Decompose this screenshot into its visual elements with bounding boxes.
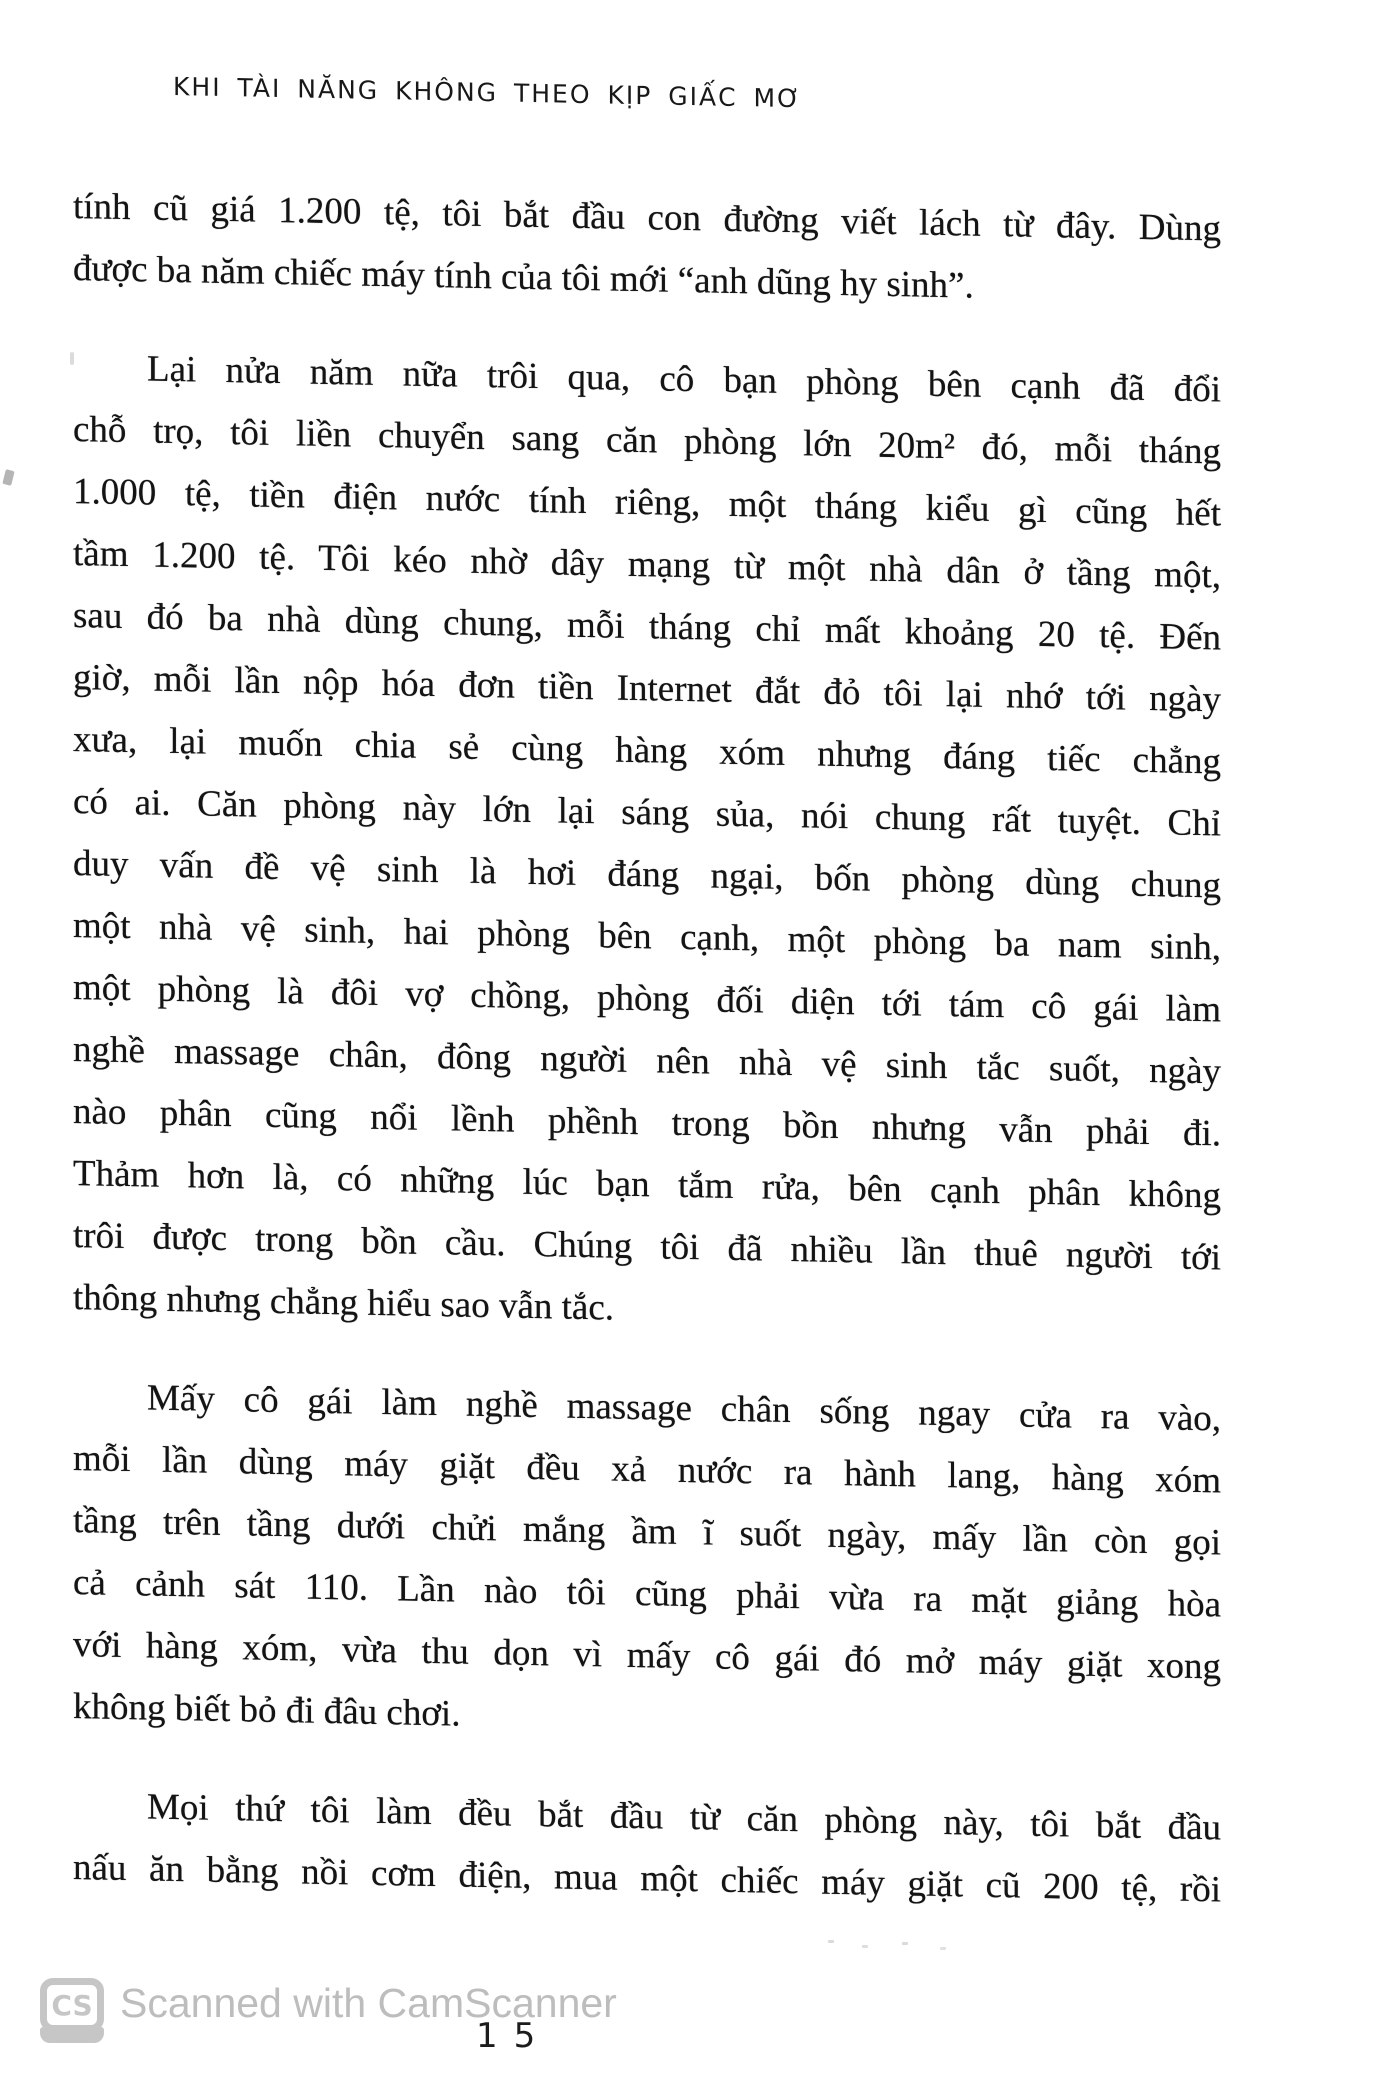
text-line: có ai. Căn phòng này lớn lại sáng sủa, nói chung rất tuyệt. Chỉ [73,781,1221,845]
text-line: không biết bỏ đi đâu chơi. [73,1686,461,1735]
text-line: 1.000 tệ, tiền điện nước tính riêng, một tháng kiểu gì cũng hết [73,471,1221,535]
text-line: tầm 1.200 tệ. Tôi kéo nhờ dây mạng từ một nhà dân ở tầng một, [73,533,1221,597]
text-line: xưa, lại muốn chia sẻ cùng hàng xóm nhưng đáng tiếc chẳng [73,719,1221,783]
text-line: một phòng là đôi vợ chồng, phòng đối diện tới tám cô gái làm [73,967,1221,1031]
text-line: Thảm hơn là, có những lúc bạn tắm rửa, bên cạnh phân không [73,1153,1221,1217]
paragraph [73,1366,1221,1760]
camscanner-logo-box [40,1978,104,2032]
text-line: Mấy cô gái làm nghề massage chân sống ngay cửa ra vào, [147,1377,1221,1440]
camscanner-logo-icon [40,1978,104,2043]
text-line: với hàng xóm, vừa thu dọn vì mấy cô gái đó mở máy giặt xong [73,1624,1221,1688]
text-line: nấu ăn bằng nồi cơm điện, mua một chiếc máy giặt cũ 200 tệ, rồi [73,1847,1221,1911]
running-header: KHI TÀI NĂNG KHÔNG THEO KỊP GIẤC MƠ [173,71,802,114]
text-line: cả cảnh sát 110. Lần nào tôi cũng phải vừa ra mặt giảng hòa [73,1562,1221,1626]
scan-artifact [2,469,14,486]
scan-artifact [70,352,74,365]
text-line: duy vấn đề vệ sinh là hơi đáng ngại, bốn phòng dùng chung [73,843,1221,907]
camscanner-logo-base [40,2027,104,2043]
text-line: một nhà vệ sinh, hai phòng bên cạnh, một phòng ba nam sinh, [73,905,1221,969]
paragraph [73,1775,1221,1921]
text-line: sau đó ba nhà dùng chung, mỗi tháng chỉ mất khoảng 20 tệ. Đến [73,595,1221,659]
text-line: chỗ trọ, tôi liền chuyển sang căn phòng lớn 20m² đó, mỗi tháng [73,409,1221,473]
paragraph [73,176,1221,322]
watermark-label: Scanned with CamScanner [120,1980,617,2026]
page-content [73,70,1221,1921]
page-number: 15 [476,2016,552,2056]
camscanner-logo-text: CS [51,1988,93,2022]
text-line: mỗi lần dùng máy giặt đều xả nước ra hành lang, hàng xóm [73,1438,1221,1502]
paragraph [73,337,1221,1351]
scan-artifact [828,1940,834,1943]
text-line: được ba năm chiếc máy tính của tôi mới “anh dũng hy sinh”. [73,248,974,307]
text-line: nào phân cũng nổi lềnh phềnh trong bồn nhưng vẫn phải đi. [73,1091,1221,1155]
text-line: trôi được trong bồn cầu. Chúng tôi đã nhiều lần thuê người tới [73,1215,1221,1279]
text-line: Lại nửa năm nữa trôi qua, cô bạn phòng bên cạnh đã đổi [147,348,1221,411]
text-line: giờ, mỗi lần nộp hóa đơn tiền Internet đắt đỏ tôi lại nhớ tới ngày [73,657,1221,721]
camscanner-watermark [40,1978,617,2043]
body-text [73,176,1221,1921]
text-line: nghề massage chân, đông người nên nhà vệ sinh tắc suốt, ngày [73,1029,1221,1093]
text-line: Mọi thứ tôi làm đều bắt đầu từ căn phòng này, tôi bắt đầu [147,1786,1221,1849]
text-line: thông nhưng chẳng hiểu sao vẫn tắc. [73,1277,614,1329]
text-line: tính cũ giá 1.200 tệ, tôi bắt đầu con đường viết lách từ đây. Dùng [73,186,1221,250]
text-line: tầng trên tầng dưới chửi mắng ầm ĩ suốt ngày, mấy lần còn gọi [73,1500,1221,1564]
